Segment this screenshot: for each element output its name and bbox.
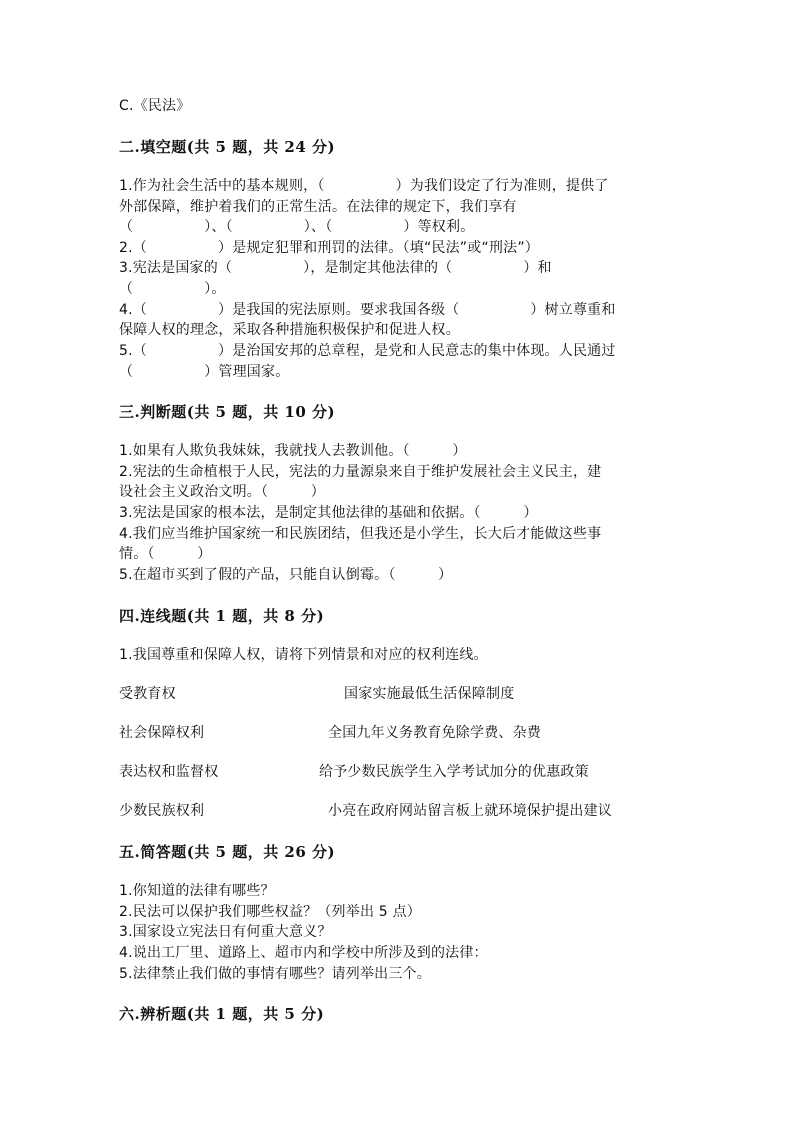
true-false-line: 1.如果有人欺负我妹妹，我就找人去教训他。（ ）	[119, 443, 467, 459]
true-false-line: 2.宪法的生命植根于人民，宪法的力量源泉来自于维护发展社会主义民主，建	[119, 464, 602, 480]
previous-option-c: C.《民法》	[119, 98, 191, 114]
fill-blank-line: 3.宪法是国家的（ ），是制定其他法律的（ ）和	[119, 260, 552, 276]
fill-blank-line: 4.（ ）是我国的宪法原则。要求我国各级（ ）树立尊重和	[119, 302, 616, 318]
fill-blank-line: 1.作为社会生活中的基本规则，（ ）为我们设定了行为准则，提供了	[119, 178, 609, 194]
matching-right-item: 国家实施最低生活保障制度	[344, 686, 515, 702]
section-heading-matching: 四.连线题(共 1 题，共 8 分)	[119, 607, 325, 625]
true-false-line: 4.我们应当维护国家统一和民族团结，但我还是小学生，长大后才能做这些事	[119, 526, 602, 542]
section-heading-fill-blank: 二.填空题(共 5 题，共 24 分)	[119, 138, 336, 156]
short-answer-line: 2.民法可以保护我们哪些权益？（列举出 5 点）	[119, 904, 421, 920]
fill-blank-line: 2.（ ）是规定犯罪和刑罚的法律。（填“民法”或“刑法”）	[119, 240, 539, 256]
matching-left-item: 少数民族权利	[119, 803, 205, 819]
matching-right-item: 小亮在政府网站留言板上就环境保护提出建议	[328, 803, 612, 819]
fill-blank-line: （ ）。	[119, 281, 226, 297]
section-heading-true-false: 三.判断题(共 5 题，共 10 分)	[119, 403, 336, 421]
fill-blank-line: 外部保障，维护着我们的正常生活。在法律的规定下，我们享有	[119, 199, 517, 215]
section-heading-short-answer: 五.简答题(共 5 题，共 26 分)	[119, 843, 336, 861]
matching-left-item: 社会保障权利	[119, 725, 205, 741]
fill-blank-line: （ ）管理国家。	[119, 364, 290, 380]
matching-right-item: 全国九年义务教育免除学费、杂费	[328, 725, 541, 741]
matching-question: 1.我国尊重和保障人权，请将下列情景和对应的权利连线。	[119, 647, 488, 663]
true-false-line: 3.宪法是国家的根本法，是制定其他法律的基础和依据。（ ）	[119, 505, 538, 521]
short-answer-line: 1.你知道的法律有哪些？	[119, 883, 275, 899]
short-answer-line: 3.国家设立宪法日有何重大意义？	[119, 924, 332, 940]
matching-left-item: 表达权和监督权	[119, 764, 219, 780]
true-false-line: 设社会主义政治文明。（ ）	[119, 484, 325, 500]
fill-blank-line: 5.（ ）是治国安邦的总章程，是党和人民意志的集中体现。人民通过	[119, 343, 616, 359]
short-answer-line: 4.说出工厂里、道路上、超市内和学校中所涉及到的法律：	[119, 945, 488, 961]
true-false-line: 5.在超市买到了假的产品，只能自认倒霉。（ ）	[119, 567, 453, 583]
matching-right-item: 给予少数民族学生入学考试加分的优惠政策	[319, 764, 589, 780]
short-answer-line: 5.法律禁止我们做的事情有哪些？请列举出三个。	[119, 966, 431, 982]
matching-left-item: 受教育权	[119, 686, 176, 702]
true-false-line: 情。（ ）	[119, 546, 212, 562]
fill-blank-line: （ ）、（ ）、（ ）等权利。	[119, 219, 475, 235]
section-heading-analysis: 六.辨析题(共 1 题，共 5 分)	[119, 1005, 325, 1023]
fill-blank-line: 保障人权的理念，采取各种措施积极保护和促进人权。	[119, 322, 460, 338]
